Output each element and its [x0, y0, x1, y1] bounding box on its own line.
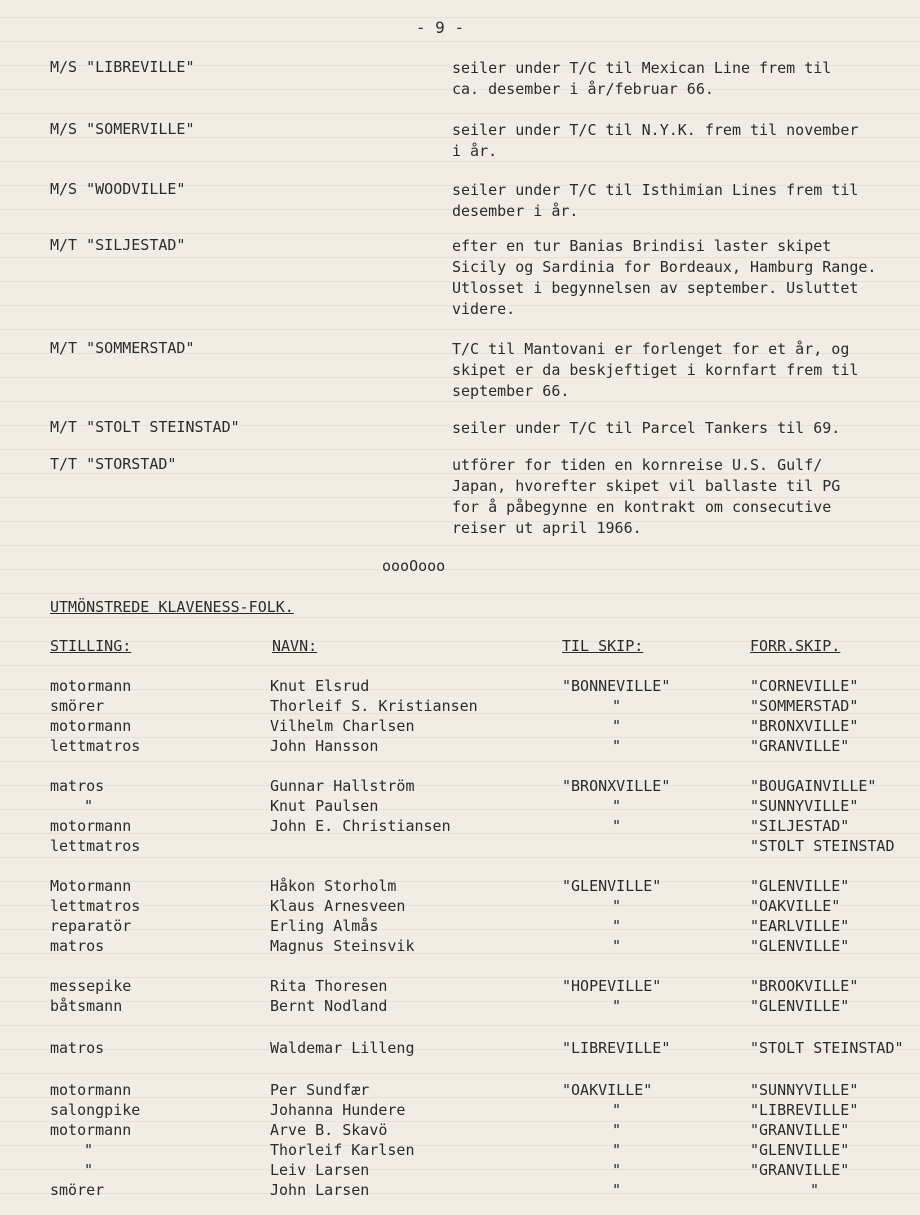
cell-stilling: båtsmann	[50, 997, 123, 1015]
cell-forr-skip: "GRANVILLE"	[750, 737, 850, 755]
ship-name: M/T "STOLT STEINSTAD"	[50, 418, 240, 436]
cell-til-skip: "LIBREVILLE"	[562, 1039, 671, 1057]
cell-stilling: motormann	[50, 817, 132, 835]
cell-stilling: matros	[50, 777, 105, 795]
cell-stilling: "	[84, 797, 94, 815]
cell-til-skip: "	[612, 737, 622, 755]
cell-stilling: messepike	[50, 977, 132, 995]
cell-til-skip: "BRONXVILLE"	[562, 777, 671, 795]
cell-til-skip: "	[612, 897, 622, 915]
cell-navn: Bernt Nodland	[270, 997, 388, 1015]
column-header-navn: NAVN:	[272, 637, 318, 655]
cell-til-skip: "	[612, 917, 622, 935]
cell-navn: Rita Thoresen	[270, 977, 388, 995]
column-header-stilling: STILLING:	[50, 637, 132, 655]
cell-stilling: "	[84, 1161, 94, 1179]
cell-til-skip: "	[612, 937, 622, 955]
cell-stilling: reparatör	[50, 917, 132, 935]
cell-til-skip: "	[612, 997, 622, 1015]
cell-til-skip: "	[612, 817, 622, 835]
cell-til-skip: "	[612, 697, 622, 715]
cell-forr-skip: "BRONXVILLE"	[750, 717, 859, 735]
cell-navn: Arve B. Skavö	[270, 1121, 388, 1139]
ship-status: utförer for tiden en kornreise U.S. Gulf/ Japan, hvorefter skipet vil ballaste til PG for å påbegynne en kontrakt om consecutive reiser ut april 1966.	[452, 456, 841, 537]
section-title: UTMÖNSTREDE KLAVENESS-FOLK.	[50, 598, 294, 616]
cell-navn: Leiv Larsen	[270, 1161, 370, 1179]
cell-stilling: Motormann	[50, 877, 132, 895]
cell-stilling: lettmatros	[50, 737, 141, 755]
cell-stilling: "	[84, 1141, 94, 1159]
cell-navn: Magnus Steinsvik	[270, 937, 415, 955]
cell-navn: Knut Elsrud	[270, 677, 370, 695]
cell-til-skip: "HOPEVILLE"	[562, 977, 662, 995]
cell-stilling: smörer	[50, 697, 105, 715]
ship-name: M/S "LIBREVILLE"	[50, 58, 195, 76]
cell-stilling: lettmatros	[50, 837, 141, 855]
cell-til-skip: "OAKVILLE"	[562, 1081, 653, 1099]
section-separator: oooOooo	[382, 557, 446, 575]
cell-stilling: motormann	[50, 1081, 132, 1099]
cell-stilling: lettmatros	[50, 897, 141, 915]
cell-forr-skip: "	[810, 1181, 820, 1199]
ship-name: M/T "SOMMERSTAD"	[50, 339, 195, 357]
ship-name: M/S "SOMERVILLE"	[50, 120, 195, 138]
cell-stilling: salongpike	[50, 1101, 141, 1119]
ship-status: T/C til Mantovani er forlenget for et år, og skipet er da beskjeftiget i kornfart frem til september 66.	[452, 340, 859, 400]
ship-status: seiler under T/C til Isthimian Lines frem til desember i år.	[452, 181, 859, 220]
cell-stilling: matros	[50, 937, 105, 955]
cell-forr-skip: "EARLVILLE"	[750, 917, 850, 935]
cell-til-skip: "BONNEVILLE"	[562, 677, 671, 695]
cell-forr-skip: "SOMMERSTAD"	[750, 697, 859, 715]
cell-forr-skip: "OAKVILLE"	[750, 897, 841, 915]
ship-name: M/T "SILJESTAD"	[50, 236, 186, 254]
cell-til-skip: "	[612, 797, 622, 815]
cell-forr-skip: "CORNEVILLE"	[750, 677, 859, 695]
cell-stilling: motormann	[50, 677, 132, 695]
cell-stilling: motormann	[50, 717, 132, 735]
cell-forr-skip: "GLENVILLE"	[750, 1141, 850, 1159]
ship-name: M/S "WOODVILLE"	[50, 180, 186, 198]
cell-navn: Thorleif Karlsen	[270, 1141, 415, 1159]
cell-navn: John Hansson	[270, 737, 379, 755]
cell-til-skip: "	[612, 1101, 622, 1119]
cell-forr-skip: "GLENVILLE"	[750, 877, 850, 895]
cell-forr-skip: "LIBREVILLE"	[750, 1101, 859, 1119]
cell-forr-skip: "STOLT STEINSTAD	[750, 837, 895, 855]
cell-forr-skip: "GLENVILLE"	[750, 937, 850, 955]
column-header-forr-skip: FORR.SKIP.	[750, 637, 841, 655]
cell-navn: Klaus Arnesveen	[270, 897, 406, 915]
cell-til-skip: "	[612, 717, 622, 735]
column-header-til-skip: TIL SKIP:	[562, 637, 644, 655]
cell-navn: Gunnar Hallström	[270, 777, 415, 795]
page-number: - 9 -	[415, 18, 465, 37]
cell-til-skip: "	[612, 1121, 622, 1139]
cell-navn: Thorleif S. Kristiansen	[270, 697, 478, 715]
cell-navn: John E. Christiansen	[270, 817, 451, 835]
cell-forr-skip: "SILJESTAD"	[750, 817, 850, 835]
cell-forr-skip: "BOUGAINVILLE"	[750, 777, 877, 795]
ship-status: seiler under T/C til Parcel Tankers til 69.	[452, 419, 841, 437]
cell-forr-skip: "GRANVILLE"	[750, 1161, 850, 1179]
cell-forr-skip: "SUNNYVILLE"	[750, 1081, 859, 1099]
cell-forr-skip: "GLENVILLE"	[750, 997, 850, 1015]
ship-status: seiler under T/C til N.Y.K. frem til november i år.	[452, 121, 859, 160]
cell-navn: Waldemar Lilleng	[270, 1039, 415, 1057]
cell-navn: Håkon Storholm	[270, 877, 397, 895]
cell-stilling: smörer	[50, 1181, 105, 1199]
cell-navn: Knut Paulsen	[270, 797, 379, 815]
ship-status: seiler under T/C til Mexican Line frem til ca. desember i år/februar 66.	[452, 59, 832, 98]
cell-navn: Vilhelm Charlsen	[270, 717, 415, 735]
ship-status: efter en tur Banias Brindisi laster skipet Sicily og Sardinia for Bordeaux, Hamburg Range. Utlosset i begynnelsen av september. Usluttet videre.	[452, 237, 877, 318]
cell-forr-skip: "SUNNYVILLE"	[750, 797, 859, 815]
ship-name: T/T "STORSTAD"	[50, 455, 177, 473]
cell-til-skip: "	[612, 1141, 622, 1159]
cell-til-skip: "	[612, 1181, 622, 1199]
cell-til-skip: "	[612, 1161, 622, 1179]
cell-navn: John Larsen	[270, 1181, 370, 1199]
cell-stilling: motormann	[50, 1121, 132, 1139]
cell-til-skip: "GLENVILLE"	[562, 877, 662, 895]
cell-navn: Erling Almås	[270, 917, 379, 935]
cell-navn: Johanna Hundere	[270, 1101, 406, 1119]
cell-stilling: matros	[50, 1039, 105, 1057]
cell-forr-skip: "BROOKVILLE"	[750, 977, 859, 995]
cell-forr-skip: "GRANVILLE"	[750, 1121, 850, 1139]
cell-navn: Per Sundfær	[270, 1081, 370, 1099]
cell-forr-skip: "STOLT STEINSTAD"	[750, 1039, 904, 1057]
